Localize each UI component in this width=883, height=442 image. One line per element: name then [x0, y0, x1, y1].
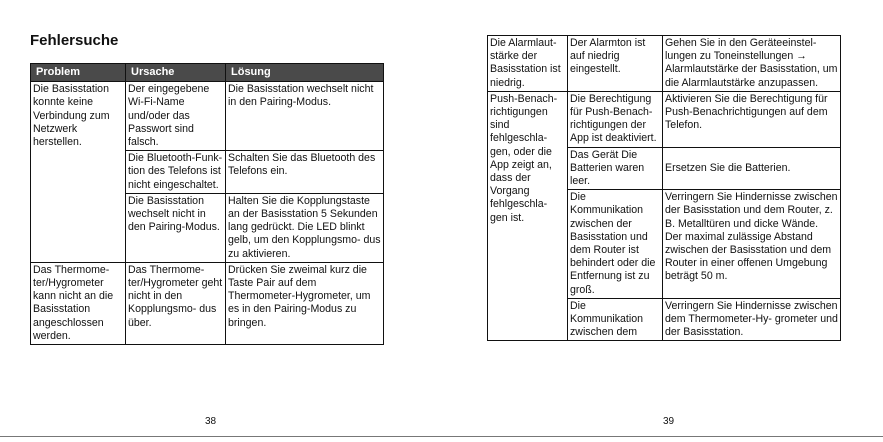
cause-cell: Die Berechtigung für Push-Benach- richtigungen der App ist deaktiviert. [568, 91, 663, 147]
solution-cell: Halten Sie die Kopplungstaste an der Basisstation 5 Sekunden lang gedrückt. Die LED blinkt gelb, um den Kopplungsmo- dus zu aktivieren. [226, 193, 384, 262]
solution-cell: Verringern Sie Hindernisse zwischen dem Thermometer-Hy- grometer und der Basisstation. [663, 298, 841, 341]
table-header [31, 64, 384, 82]
page-number-right: 39 [663, 416, 675, 427]
page-title: Fehlersuche [30, 32, 119, 49]
cause-cell: Das Thermome- ter/Hygrometer geht nicht in den Kopplungsmo- dus über. [126, 262, 226, 344]
cause-cell: Die Kommunikation zwischen dem [568, 298, 663, 341]
solution-cell: Aktivieren Sie die Berechtigung für Push-Benachrichtigungen auf dem Telefon. [663, 91, 841, 147]
left-page [30, 63, 384, 345]
solution-cell: Gehen Sie in den Geräteeinstel- lungen zu Toneinstellungen → Alarmlautstärke der Basisstation, um die Alarmlautstärke anzupassen. [663, 36, 841, 92]
solution-cell: Ersetzen Sie die Batterien. [663, 147, 841, 190]
table-row [31, 262, 384, 344]
solution-cell: Die Basisstation wechselt nicht in den Pairing-Modus. [226, 82, 384, 151]
header-problem: Problem [31, 64, 126, 82]
troubleshooting-table-left [30, 63, 384, 345]
right-page [487, 35, 841, 341]
cause-cell: Die Kommunikation zwischen der Basisstation und dem Router ist behindert oder die Entfernung ist zu groß. [568, 190, 663, 299]
solution-cell: Verringern Sie Hindernisse zwischen der Basisstation und dem Router, z. B. Metalltüren und dicke Wände. Der maximal zulässige Abstand zwischen der Basisstation und dem Router in einer offenen Umgebung beträgt 50 m. [663, 190, 841, 299]
problem-cell: Die Alarmlaut- stärke der Basisstation ist niedrig. [488, 36, 568, 92]
solution-cell: Schalten Sie das Bluetooth des Telefons ein. [226, 151, 384, 194]
problem-cell: Die Basisstation konnte keine Verbindung zum Netzwerk herstellen. [31, 82, 126, 263]
cause-cell: Der eingegebene Wi-Fi-Name und/oder das Passwort sind falsch. [126, 82, 226, 151]
bottom-divider [0, 436, 883, 437]
cause-cell: Das Gerät Die Batterien waren leer. [568, 147, 663, 190]
troubleshooting-table-right [487, 35, 841, 341]
cause-cell: Der Alarmton ist auf niedrig eingestellt. [568, 36, 663, 92]
header-cause: Ursache [126, 64, 226, 82]
cause-cell: Die Basisstation wechselt nicht in den Pairing-Modus. [126, 193, 226, 262]
header-solution: Lösung [226, 64, 384, 82]
problem-cell: Push-Benach- richtigungen sind fehlgeschla- gen, oder die App zeigt an, dass der Vorgang fehlgeschla- gen ist. [488, 91, 568, 341]
problem-cell: Das Thermome- ter/Hygrometer kann nicht an die Basisstation angeschlossen werden. [31, 262, 126, 344]
page-number-left: 38 [205, 416, 217, 427]
cause-cell: Die Bluetooth-Funk- tion des Telefons ist nicht eingeschaltet. [126, 151, 226, 194]
table-row [488, 36, 841, 92]
solution-cell: Drücken Sie zweimal kurz die Taste Pair auf dem Thermometer-Hygrometer, um es in den Pairing-Modus zu bringen. [226, 262, 384, 344]
table-row [31, 82, 384, 151]
table-row [488, 91, 841, 147]
